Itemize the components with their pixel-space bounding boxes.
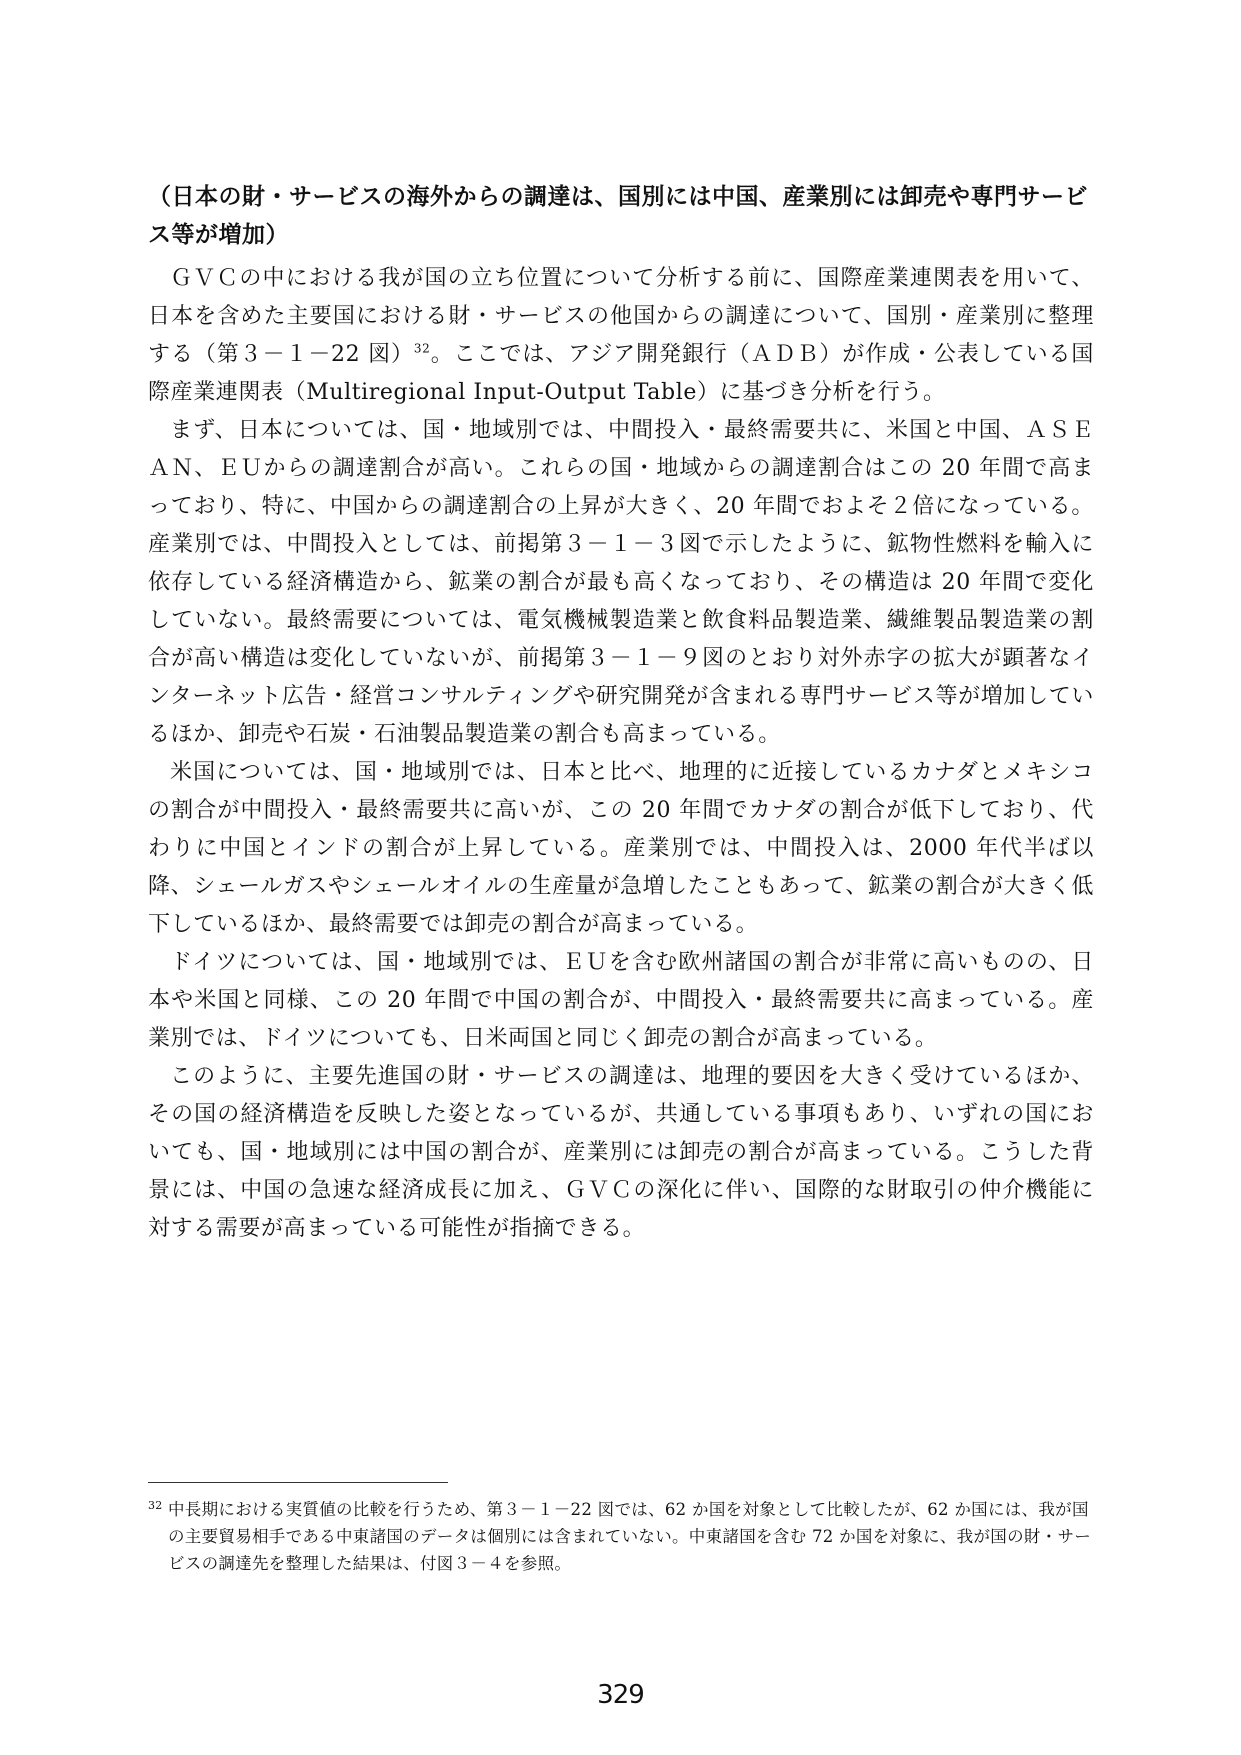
paragraph-1-text-before: ＧＶＣの中における我が国の立ち位置について分析する前に、国際産業連関表を用いて、日本を含めた主要国における財・サービスの他国からの調達について、国別・産業別に整理する（第３－１－22 図）: [148, 266, 1094, 367]
paragraph-3: 米国については、国・地域別では、日本と比べ、地理的に近接しているカナダとメキシコの割合が中間投入・最終需要共に高いが、この 20 年間でカナダの割合が低下しており、代わりに中国とインドの割合が上昇している。産業別では、中間投入は、2000 年代半ば以降、シェールガスやシェールオイルの生産量が急増したこともあって、鉱業の割合が大きく低下しているほか、最終需要では卸売の割合が高まっている。: [148, 760, 1094, 937]
paragraph-1: [148, 260, 1094, 412]
page-number: 329: [597, 1680, 644, 1710]
paragraph-1-text-after: 。ここでは、アジア開発銀行（ＡＤＢ）が作成・公表している国際産業連関表（Multiregional Input-Output Table）に基づき分析を行う。: [148, 342, 1094, 405]
footnote-number: 32: [148, 1499, 163, 1512]
paragraph-4: ドイツについては、国・地域別では、ＥＵを含む欧州諸国の割合が非常に高いものの、日本や米国と同様、この 20 年間で中国の割合が、中間投入・最終需要共に高まっている。産業別では、ドイツについても、日米両国と同じく卸売の割合が高まっている。: [148, 950, 1094, 1051]
footnote-reference[interactable]: 32: [413, 341, 431, 356]
paragraph-5: このように、主要先進国の財・サービスの調達は、地理的要因を大きく受けているほか、その国の経済構造を反映した姿となっているが、共通している事項もあり、いずれの国においても、国・地域別には中国の割合が、産業別には卸売の割合が高まっている。こうした背景には、中国の急速な経済成長に加え、ＧＶＣの深化に伴い、国際的な財取引の仲介機能に対する需要が高まっている可能性が指摘できる。: [148, 1064, 1094, 1241]
footnote-divider: [148, 1482, 448, 1483]
section-heading: （日本の財・サービスの海外からの調達は、国別には中国、産業別には卸売や専門サービス等が増加）: [148, 184, 1088, 248]
footnote-text: 中長期における実質値の比較を行うため、第３－１－22 図では、62 か国を対象として比較したが、62 か国には、我が国の主要貿易相手である中東諸国のデータは個別には含まれていない。中東諸国を含む 72 か国を対象に、我が国の財・サービスの調達先を整理した結果は、付図３－４を参照。: [168, 1500, 1092, 1573]
body-text: [148, 260, 1094, 1248]
footnote: [148, 1496, 1094, 1577]
paragraph-2: まず、日本については、国・地域別では、中間投入・最終需要共に、米国と中国、ＡＳＥＡＮ、ＥＵからの調達割合が高い。これらの国・地域からの調達割合はこの 20 年間で高まっており、特に、中国からの調達割合の上昇が大きく、20 年間でおよそ２倍になっている。産業別では、中間投入としては、前掲第３－１－３図で示したように、鉱物性燃料を輸入に依存している経済構造から、鉱業の割合が最も高くなっており、その構造は 20 年間で変化していない。最終需要については、電気機械製造業と飲食料品製造業、繊維製品製造業の割合が高い構造は変化していないが、前掲第３－１－９図のとおり対外赤字の拡大が顕著なインターネット広告・経営コンサルティングや研究開発が含まれる専門サービス等が増加しているほか、卸売や石炭・石油製品製造業の割合も高まっている。: [148, 418, 1094, 747]
